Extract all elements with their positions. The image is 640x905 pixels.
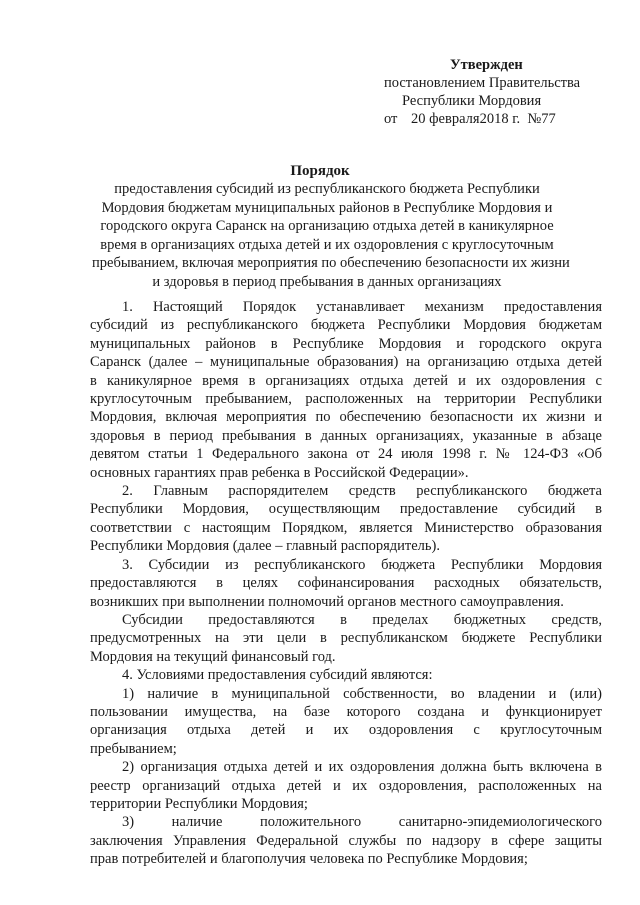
subtitle-line: время в организациях отдыха детей и их оздоровления с круглосуточным [100, 236, 554, 253]
paragraph-line: реестр организаций отдыха детей и их оздоровления, расположенных на [90, 777, 602, 794]
paragraph-line: 3) наличие положительного санитарно-эпидемиологического [122, 814, 602, 831]
paragraph-line: Мордовия, включая мероприятия по обеспечению безопасности их жизни и [90, 409, 602, 426]
paragraph-line: Мордовия на текущий финансовый год. [90, 648, 336, 665]
paragraph [90, 666, 602, 684]
date-day: 20 [411, 111, 426, 127]
paragraph-line: 1. Настоящий Порядок устанавливает механизм предоставления [122, 299, 602, 315]
paragraph-line: здоровья в период пребывания в данных организациях, указанные в абзаце [90, 427, 602, 444]
paragraph-line: 3. Субсидии из республиканского бюджета Республики Мордовия [122, 556, 602, 573]
paragraph-line: круглосуточным пребыванием, расположенных на территории Республики [90, 391, 602, 408]
paragraph-line: Республики Мордовия, осуществляющим предоставление субсидий в [90, 501, 602, 518]
paragraph-line: Саранск (далее – муниципальные образования) на организацию отдыха детей [90, 354, 602, 371]
date-month: февраля [429, 111, 480, 127]
approval-decree: постановлением Правительства [384, 75, 581, 91]
subtitle-line: предоставления субсидий из республиканского бюджета Республики [114, 181, 540, 197]
paragraph [90, 685, 602, 759]
paragraph [90, 611, 602, 666]
paragraph-line: прав потребителей и благополучия человека по Республике Мордовия; [90, 851, 528, 868]
paragraph-line: субсидий из республиканского бюджета Республики Мордовия бюджетам [90, 317, 602, 334]
date-g: г. [512, 111, 521, 127]
document-body [90, 298, 602, 869]
paragraph-line: основных гарантиях прав ребенка в Российской Федерации». [90, 464, 469, 481]
paragraph-line: 2. Главным распорядителем средств республиканского бюджета [122, 483, 602, 500]
date-prefix: от [384, 111, 398, 127]
paragraph-line: пользовании имущества, на базе которого создана и функционирует [90, 703, 602, 720]
paragraph-line: предоставляются в целях софинансирования расходных обязательств, [90, 575, 602, 592]
approval-heading: Утвержден [450, 57, 523, 73]
paragraph-line: девятом статьи 1 Федерального закона от 24 июля 1998 г. № 124-ФЗ «Об [90, 446, 602, 463]
approval-republic: Республики Мордовия [402, 93, 542, 109]
paragraph-line: организация отдыха детей и их оздоровления с круглосуточным [90, 722, 602, 739]
paragraph-line: 1) наличие в муниципальной собственности, во владении и (или) [122, 685, 602, 702]
paragraph-line: муниципальных районов в Республике Мордовия и городского округа [90, 335, 602, 352]
subtitle-line: Мордовия бюджетам муниципальных районов в Республике Мордовия и [101, 199, 553, 216]
paragraph-line: Республики Мордовия (далее – главный распорядитель). [90, 538, 440, 555]
paragraph-line: возникших при выполнении полномочий органов местного самоуправления. [90, 593, 564, 610]
paragraph [90, 298, 602, 482]
subtitle-line: пребыванием, включая мероприятия по обеспечению безопасности их жизни [92, 255, 570, 271]
paragraph-line: предусмотренных на эти цели в республиканском бюджете Республики [90, 630, 602, 647]
subtitle-line: и здоровья в период пребывания в данных организациях [152, 273, 502, 290]
date-year: 2018 [479, 111, 509, 127]
subtitle-line: городского округа Саранск на организацию отдыха детей в каникулярное [100, 218, 554, 234]
paragraph-line: территории Республики Мордовия; [90, 795, 308, 812]
paragraph-line: в каникулярное время в организациях отдыха детей и их оздоровления с [90, 372, 602, 389]
approval-stamp [372, 56, 602, 128]
paragraph [90, 813, 602, 868]
approval-date [384, 110, 602, 128]
paragraph [90, 758, 602, 813]
paragraph [90, 556, 602, 611]
paragraph-line: 4. Условиями предоставления субсидий являются: [122, 667, 433, 684]
paragraph-line: 2) организация отдыха детей и их оздоровления должна быть включена в [122, 759, 602, 776]
document-subtitle [92, 180, 570, 291]
decree-number: №77 [527, 111, 556, 127]
paragraph-line: пребыванием; [90, 740, 177, 757]
paragraph-line: заключения Управления Федеральной службы по надзору в сфере защиты [90, 832, 602, 849]
paragraph [90, 482, 602, 556]
document-title: Порядок [290, 163, 350, 179]
paragraph-line: Субсидии предоставляются в пределах бюджетных средств, [122, 611, 602, 628]
paragraph-line: соответствии с настоящим Порядком, является Министерство образования [90, 519, 602, 536]
